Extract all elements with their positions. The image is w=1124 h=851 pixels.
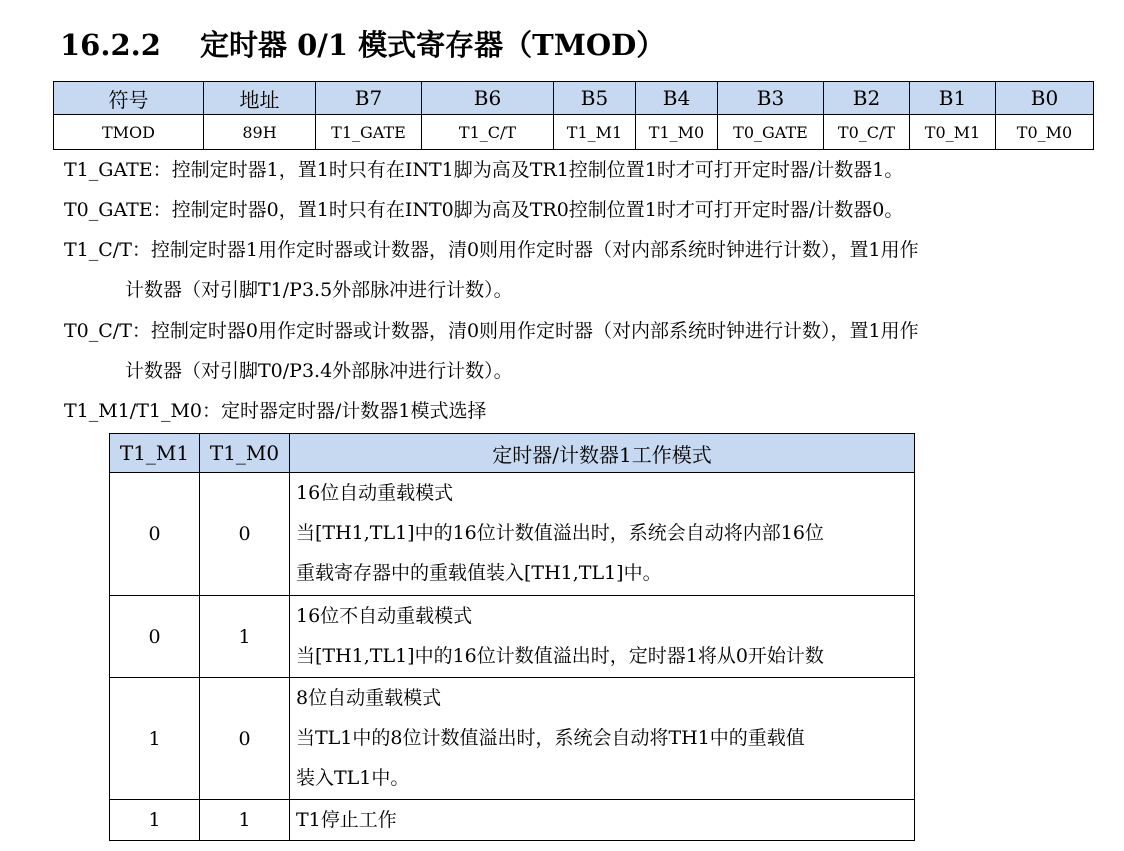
- desc-t0-ct: T0_C/T：控制定时器0用作定时器或计数器，清0则用作定时器（对内部系统时钟进行计数），置1用作 计数器（对引脚T0/P3.4外部脉冲进行计数）。: [64, 320, 919, 382]
- cell-m1: 1: [110, 678, 200, 800]
- section-number: 16.2.2: [60, 28, 161, 62]
- cell-b1: T0_M1: [910, 115, 996, 150]
- cell-m0: 0: [200, 473, 290, 596]
- cell-m0: 1: [200, 596, 290, 678]
- cell-b0: T0_M0: [996, 115, 1094, 150]
- header-b0: B0: [996, 82, 1094, 115]
- cell-address: 89H: [204, 115, 316, 150]
- header-address: 地址: [204, 82, 316, 115]
- cell-mode-desc: T1停止工作: [290, 800, 915, 841]
- desc-t0-gate: T0_GATE：控制定时器0，置1时只有在INT0脚为高及TR0控制位置1时才可打开定时器/计数器0。: [64, 199, 904, 221]
- header-b2: B2: [824, 82, 910, 115]
- tmod-register-table: [53, 81, 1094, 150]
- mode-row: [110, 800, 915, 841]
- mode-header-row: [110, 434, 915, 473]
- cell-mode-desc: 8位自动重载模式 当TL1中的8位计数值溢出时，系统会自动将TH1中的重载值 装入TL1中。: [290, 678, 915, 800]
- cell-b4: T1_M0: [636, 115, 718, 150]
- cell-m0: 1: [200, 800, 290, 841]
- header-symbol: 符号: [54, 82, 204, 115]
- cell-b3: T0_GATE: [718, 115, 824, 150]
- header-b7: B7: [316, 82, 422, 115]
- register-value-row: [54, 115, 1094, 150]
- header-t1-m0: T1_M0: [200, 434, 290, 473]
- header-b1: B1: [910, 82, 996, 115]
- section-heading: [60, 24, 665, 66]
- header-b3: B3: [718, 82, 824, 115]
- desc-t1-gate: T1_GATE：控制定时器1，置1时只有在INT1脚为高及TR1控制位置1时才可打开定时器/计数器1。: [64, 159, 904, 181]
- register-header-row: [54, 82, 1094, 115]
- header-mode: 定时器/计数器1工作模式: [290, 434, 915, 473]
- cell-b2: T0_C/T: [824, 115, 910, 150]
- cell-mode-desc: 16位自动重载模式 当[TH1,TL1]中的16位计数值溢出时，系统会自动将内部16位 重载寄存器中的重载值装入[TH1,TL1]中。: [290, 473, 915, 596]
- header-t1-m1: T1_M1: [110, 434, 200, 473]
- cell-m0: 0: [200, 678, 290, 800]
- cell-m1: 0: [110, 596, 200, 678]
- section-title: 定时器 0/1 模式寄存器（TMOD）: [200, 28, 666, 62]
- header-b6: B6: [422, 82, 554, 115]
- mode-row: [110, 473, 915, 596]
- mode-row: [110, 596, 915, 678]
- cell-symbol: TMOD: [54, 115, 204, 150]
- desc-t1-mode-select: T1_M1/T1_M0：定时器定时器/计数器1模式选择: [64, 400, 487, 422]
- desc-t1-ct: T1_C/T：控制定时器1用作定时器或计数器，清0则用作定时器（对内部系统时钟进行计数），置1用作 计数器（对引脚T1/P3.5外部脉冲进行计数）。: [64, 239, 919, 301]
- header-b5: B5: [554, 82, 636, 115]
- mode-row: [110, 678, 915, 800]
- cell-b5: T1_M1: [554, 115, 636, 150]
- cell-m1: 1: [110, 800, 200, 841]
- header-b4: B4: [636, 82, 718, 115]
- cell-mode-desc: 16位不自动重载模式 当[TH1,TL1]中的16位计数值溢出时，定时器1将从0开始计数: [290, 596, 915, 678]
- cell-b7: T1_GATE: [316, 115, 422, 150]
- cell-m1: 0: [110, 473, 200, 596]
- t1-mode-table: [109, 433, 915, 841]
- cell-b6: T1_C/T: [422, 115, 554, 150]
